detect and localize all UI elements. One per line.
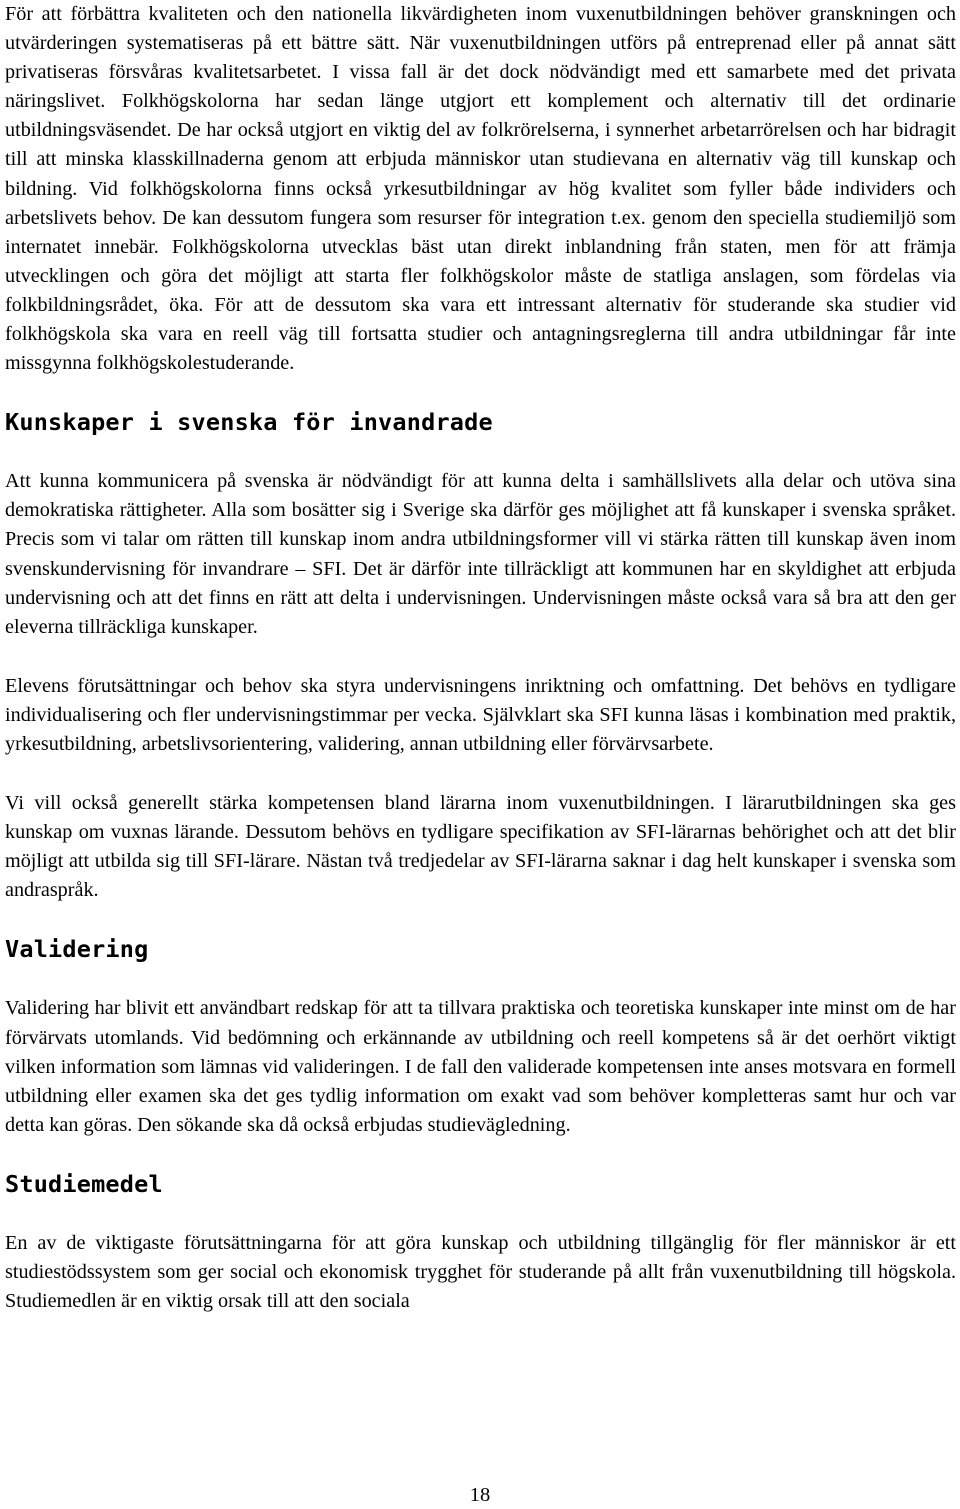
- section-heading-kunskaper-i-svenska: Kunskaper i svenska för invandrade: [5, 408, 493, 437]
- page-number: 18: [469, 1484, 491, 1506]
- section-heading-validering: Validering: [5, 935, 149, 964]
- document-page: [5, 0, 956, 1316]
- section-heading-studiemedel: Studiemedel: [5, 1169, 163, 1198]
- body-paragraph: Validering har blivit ett användbart redskap för att ta tillvara praktiska och teoretiska kunskaper inte minst om de har förvärvats utomlands. Vid bedömning och erkännande av utbildning och reell kompetens så är det oerhört viktigt vilken information som lämnas vid valideringen. I de fall den validerade kompetensen inte anses motsvara en formell utbildning eller examen ska det ges tydlig information om exakt vad som behöver kompletteras samt hur och var detta kan göras. Den sökande ska då också erbjudas studievägledning.: [5, 997, 956, 1136]
- body-paragraph: En av de viktigaste förutsättningarna för att göra kunskap och utbildning tillgänglig för fler människor är ett studiestödssystem som ger social och ekonomisk trygghet för studerande på allt från vuxenutbildning till högskola. Studiemedlen är en viktig orsak till att den sociala: [5, 1231, 956, 1313]
- intro-paragraph: För att förbättra kvaliteten och den nationella likvärdigheten inom vuxenutbildningen behöver granskningen och utvärderingen systematiseras på ett bättre sätt. När vuxenutbildningen utförs på entreprenad eller på annat sätt privatiseras försvåras kvalitetsarbetet. I vissa fall är det dock nödvändigt med ett samarbete med det privata näringslivet. Folkhögskolorna har sedan länge utgjort ett komplement och alternativ till det ordinarie utbildningsväsendet. De har också utgjort en viktig del av folkrörelserna, i synnerhet arbetarrörelsen och har bidragit till att minska klasskillnaderna genom att erbjuda människor utan studievana en alternativ väg till kunskap och bildning. Vid folkhögskolorna finns också yrkesutbildningar av hög kvalitet som fyller både individers och arbetslivets behov. De kan dessutom fungera som resurser för integration t.ex. genom den speciella studiemiljö som internatet innebär. Folkhögskolorna utvecklas bäst utan direkt inblandning från staten, men för att främja utvecklingen och göra det möjligt att starta fler folkhögskolor måste de statliga anslagen, som fördelas via folkbildningsrådet, öka. För att de dessutom ska vara ett intressant alternativ för studerande ska studier vid folkhögskola ska vara en reell väg till fortsatta studier och antagningsreglerna till andra utbildningar får inte missgynna folkhögskolestuderande.: [5, 3, 956, 375]
- body-paragraph: Att kunna kommunicera på svenska är nödvändigt för att kunna delta i samhällslivets alla delar och utöva sina demokratiska rättigheter. Alla som bosätter sig i Sverige ska därför ges möjlighet att få kunskaper i svenska språket. Precis som vi talar om rätten till kunskap inom andra utbildningsformer vill vi stärka rätten till kunskap även inom svenskundervisning för invandrare – SFI. Det är därför inte tillräckligt att kommunen har en skyldighet att erbjuda undervisning och att det finns en rätt att delta i undervisningen. Undervisningen måste också vara så bra att den ger eleverna tillräckliga kunskaper.: [5, 470, 956, 638]
- body-paragraph: Vi vill också generellt stärka kompetensen bland lärarna inom vuxenutbildningen. I lärarutbildningen ska ges kunskap om vuxnas lärande. Dessutom behövs en tydligare specifikation av SFI-lärarnas behörighet och att det blir möjligt att utbilda sig till SFI-lärare. Nästan två tredjedelar av SFI-lärarna saknar i dag helt kunskaper i svenska som andraspråk.: [5, 792, 956, 902]
- body-paragraph: Elevens förutsättningar och behov ska styra undervisningens inriktning och omfattning. Det behövs en tydligare individualisering och fler undervisningstimmar per vecka. Självklart ska SFI kunna läsas i kombination med praktik, yrkesutbildning, arbetslivsorientering, validering, annan utbildning eller förvärvsarbete.: [5, 674, 956, 755]
